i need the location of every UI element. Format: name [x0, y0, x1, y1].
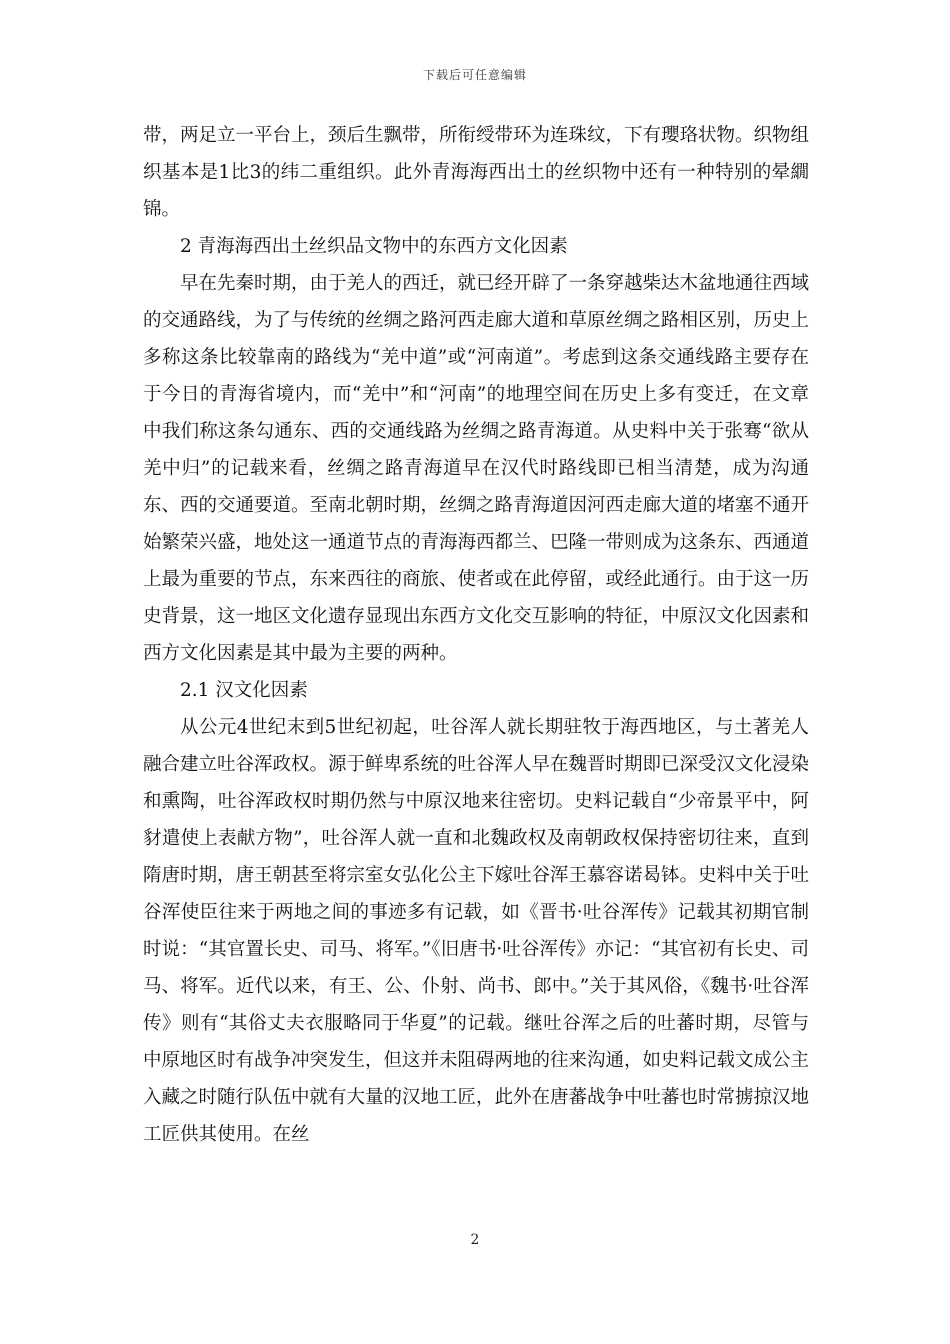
paragraph-han-culture: 从公元4世纪末到5世纪初起，吐谷浑人就长期驻牧于海西地区，与土著羌人融合建立吐谷浑政权。源于鲜卑系统的吐谷浑人早在魏晋时期即已深受汉文化浸染和熏陶，吐谷浑政权时期仍然与中原汉地来往密切。史料记载自“少帝景平中，阿豺遣使上表献方物”，吐谷浑人就一直和北魏政权及南朝政权保持密切往来，直到隋唐时期，唐王朝甚至将宗室女弘化公主下嫁吐谷浑王慕容诺曷钵。史料中关于吐谷浑使臣往来于两地之间的事迹多有记载，如《晋书·吐谷浑传》记载其初期官制时说：“其官置长史、司马、将军。”《旧唐书·吐谷浑传》亦记：“其官初有长史、司马、将军。近代以来，有王、公、仆射、尚书、郎中。”关于其风俗，《魏书·吐谷浑传》则有“其俗丈夫衣服略同于华夏”的记载。继吐谷浑之后的吐蕃时期，尽管与中原地区时有战争冲突发生，但这并未阻碍两地的往来沟通，如史料记载文成公主入藏之时随行队伍中就有大量的汉地工匠，此外在唐蕃战争中吐蕃也时常掳掠汉地工匠供其使用。在丝 — [143, 717, 810, 1145]
paragraph-continuation: 带，两足立一平台上，颈后生飘带，所衔绶带环为连珠纹，下有瓔珞状物。织物组织基本是1比3的纬二重组织。此外青海海西出土的丝织物中还有一种特别的晕繝锦。 — [143, 125, 810, 220]
document-body — [143, 117, 809, 1153]
section-heading-2-1: 2.1 汉文化因素 — [180, 680, 308, 701]
paragraph-qinghai-road: 早在先秦时期，由于羌人的西迁，就已经开辟了一条穿越柴达木盆地通往西域的交通路线，为了与传统的丝绸之路河西走廊大道和草原丝绸之路相区别，历史上多称这条比较靠南的路线为“羌中道”或“河南道”。考虑到这条交通线路主要存在于今日的青海省境内，而“羌中”和“河南”的地理空间在历史上多有变迁，在文章中我们称这条勾通东、西的交通线路为丝绸之路青海道。从史料中关于张骞“欲从羌中归”的记载来看，丝绸之路青海道早在汉代时路线即已相当清楚，成为沟通东、西的交通要道。至南北朝时期，丝绸之路青海道因河西走廊大道的堵塞不通开始繁荣兴盛，地处这一通道节点的青海海西都兰、巴隆一带则成为这条东、西通道上最为重要的节点，东来西往的商旅、使者或在此停留，或经此通行。由于这一历史背景，这一地区文化遗存显现出东西方文化交互影响的特征，中原汉文化因素和西方文化因素是其中最为主要的两种。 — [143, 273, 810, 664]
page-header: 下载后可任意编辑 — [422, 68, 527, 82]
page-number: 2 — [470, 1232, 480, 1248]
section-heading-2: 2 青海海西出土丝织品文物中的东西方文化因素 — [180, 236, 568, 257]
